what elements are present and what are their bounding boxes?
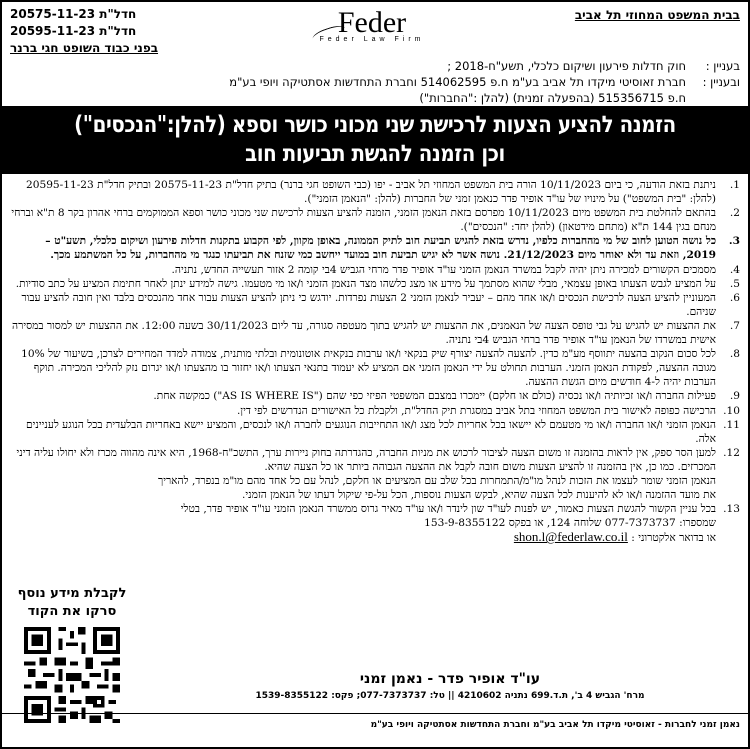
signatory-address: מרח' הגביש 4 ב', ת.ד.699 נתניה 4210602 || טל: 077-7373737; פקס: 1539-8355122	[255, 691, 645, 701]
title-line-2: וכן הזמנה להגשת תביעות חוב	[245, 141, 505, 167]
list-item: 2. בהתאם להחלטת בית המשפט מיום 10/11/2023 מפרסם בזאת הנאמן הזמני, הזמנה להציע הצעות לרכישת שני מכוני כושר וספא הממוקמים ברחי אהרון בקר 8 ת"א וברחי מנחם בגין 144 ת"א (מתחם מידטאון) (להלן יחד: "הנכסים").	[11, 207, 740, 234]
logo-word: Feder	[337, 6, 407, 39]
title-line-1: הזמנה להציע הצעות לרכישת שני מכוני כושר וספא (להלן:"הנכסים")	[74, 112, 676, 138]
signatory-name: עו"ד אופיר פדר - נאמן זמני	[359, 671, 541, 687]
email-line	[150, 530, 740, 545]
email-link[interactable]: shon.l@federlaw.co.il	[513, 529, 628, 545]
case-number: חדל"ת 20575-11-23	[10, 7, 137, 21]
matter-row: ובעניין : חברת זאוסיטי מיקדו תל אביב בע"מ ח.פ 514062595 וחברת התחדשות אסתטיקה ויופי בע"מ	[229, 75, 740, 89]
divider	[2, 713, 748, 714]
list-item: הנאמן הזמני שומר לעצמו את הזכות לנהל מו"מ/התמחרות בכל שלב עם המציעים או חלקם, לנהל עם כל אחד מהם מו"מ בנפרד, להאריך את מועד ההזמנה ו/או לא להיענות לכל הצעה שהיא, לבקש הצעות נוספות, הכל על-פי שיקול דעתו של הנאמן הזמני.	[157, 474, 716, 502]
case-number: חדל"ת 20595-11-23	[10, 24, 137, 38]
feder-logo	[282, 8, 462, 52]
notice-title-banner	[2, 106, 748, 174]
notice-header	[2, 2, 748, 106]
trustee-footer	[2, 718, 748, 732]
list-item: 10. הרכישה כפופה לאישור בית המשפט המחוזי בתל אביב במסגרת תיק החדל"ת, ולקבלת כל האישורים הנדרשים לפי דין.	[237, 404, 740, 417]
qr-title-line-2: סרקו את הקוד	[27, 604, 117, 619]
list-item: 12. למען הסר ספק, אין לראות בהזמנה זו משום הצעה לציבור לרכוש את מניות החברה, כהגדרתה בחוק ניירות ערך, התשכ"ח-1968, היא אינה מהווה מכרז ולא יחולו עליה דיני המכרזים. כמו כן, אין בהזמנה זו להציע הצעות משום חובה לקבל את ההצעה הגבוהה ביותר או כל הצעה שהיא.	[16, 446, 740, 473]
signature-block	[2, 669, 748, 704]
matter-row: בעניין : חוק חדלות פירעון ושיקום כלכלי, תשע"ח-2018 ;	[447, 59, 740, 73]
list-item: 3. כל נושה הטוען לחוב של מי מהחברות כלפיו, נדרש בזאת להגיש תביעת חוב לתיק הממונה, באופן מקוון, לפי הקבוע בתקנות חדלות פירעון ושיקום כלכלי, תשע"ט – 2019, וזאת עד ולא יאוחר מיום 21/12/2023. נושה אשר לא יגיש תביעת חוב במועד ייחשב כמי שזנח את תביעתו כנגד מי מהחברות, על כל המשתמע מכך.	[45, 235, 740, 262]
list-item: 5. על המציע לגבש הצעתו באופן עצמאי, מבלי שהוא מסתמך על מידע או מצג כלשהו מצד הנאמן הזמני ו/או מי מטעמו. גישה למידע ינתן לאחר חתימת המציע על כתב סודיות.	[15, 277, 740, 290]
matter-row: ח.פ 515356715 (בהפעלה זמנית) (להלן :"החברות")	[419, 91, 686, 105]
list-item: 1. ניתנת בזאת הודעה, כי ביום 10/11/2023 הורה בית המשפט המחוזי תל אביב - יפו (כבי השופט חגי ברנר) בתיק חדל"ת 20575-11-23 ובתיק חדל"ת 20595-11-23 (להלן: "בית המשפט") על מינויו של עו"ד אופיר פדר כנאמן זמני של החברות (להלן: "הנאמן הזמני").	[25, 179, 740, 206]
list-item: 11. הנאמן הזמני ו/או החברה ו/או מי מטעמם לא יישאו בכל אחריות לכל מצג ו/או התחייבות הנוגעים לחברה ו/או לנכסים, והמציע יישא באחריות הבלעדית בכל הנוגע לעניינים אלה.	[26, 418, 740, 445]
judge-name: בפני כבוד השופט חגי ברנר	[10, 41, 159, 55]
logo-subtitle: Feder Law Firm	[319, 36, 425, 43]
court-name: בבית המשפט המחוזי תל אביב	[574, 8, 740, 22]
list-item: 4. מסמכים הקשורים למכירה ניתן יהיה לקבל במשרד הנאמן הזמני עו"ד אופיר פדר מרחי הגביש 4בי קומה 2 אזור תעשייה החדש, נתניה.	[171, 263, 740, 276]
list-item: 13. בכל עניין הקשור להגשת הצעות כאמור, יש לפנות לעו"ד שון לינדר ו/או עו"ד מאיר גרוס ממשרד הנאמן הזמני עו"ד אופיר פדר, בטלי שמספרו: 077-7373737 שלוחה 124, או בפקס 153-9-8355122	[180, 503, 740, 530]
notice-body	[2, 174, 748, 545]
list-item: 8. לכל סכום הנקוב בהצעה יתווסף מע"מ כדין. להצעה להצעה יצורף שיק בנקאי ו/או ערבות בנקאית אוטונומית ובלתי מותנית, צמודה למדד המחירים לצרכן, בשיעור של 10% מגובה ההצעה, לפקודת הנאמן הזמני. הערבות תחולט על ידי הנאמן הזמני אם המציע לא יעמוד בתנאי הצעתו ו/או יחזור בו מהצעתו ו/או יגרום נזק להליכי המכירה. תוקף הערבות יהיה ל-4 חודשים מיום הגשת ההצעה.	[21, 348, 740, 389]
list-item: 9. פעילות החברה ו/או זכיותיה ו/או נכסיה (כולם או חלקם) יימכרו במצבם המשפטי הפיזי כפי שהם ("AS IS WHERE IS") כמקשה אחת.	[153, 390, 740, 403]
email-label: או בדואר אלקטרוני :	[631, 532, 716, 545]
trustee-of: נאמן זמני לחברות - זאוסיטי מיקדו תל אביב בע"מ וחברת התחדשות אסתטיקה ויופי בע"מ	[370, 720, 740, 730]
case-numbers	[10, 6, 158, 57]
list-item: 6. המעוניין להציע הצעה לרכישת הנכסים ו/או אחד מהם – יעביר לנאמן הזמני 2 הצעות נפרדות. יודגש כי ניתן להציע הצעות עבור אחד מהנכסים בלבד ואין חובה להציע עבור שניהם.	[21, 291, 740, 318]
matter-block	[229, 58, 740, 106]
list-item: 7. את ההצעות יש להגיש על גבי טופס הצעה של הנאמנים, את ההצעות יש להגיש בתוך מעטפה סגורה, עד ליום 30/11/2023 בשעה 12:00. את ההצעות יש למסור במסירה אישית במשרדו של הנאמן עו"ד אופיר פדר ברחי הגביש 4בי נתניה.	[12, 319, 740, 347]
qr-title-line-1: לקבלת מידע נוסף	[17, 586, 127, 601]
